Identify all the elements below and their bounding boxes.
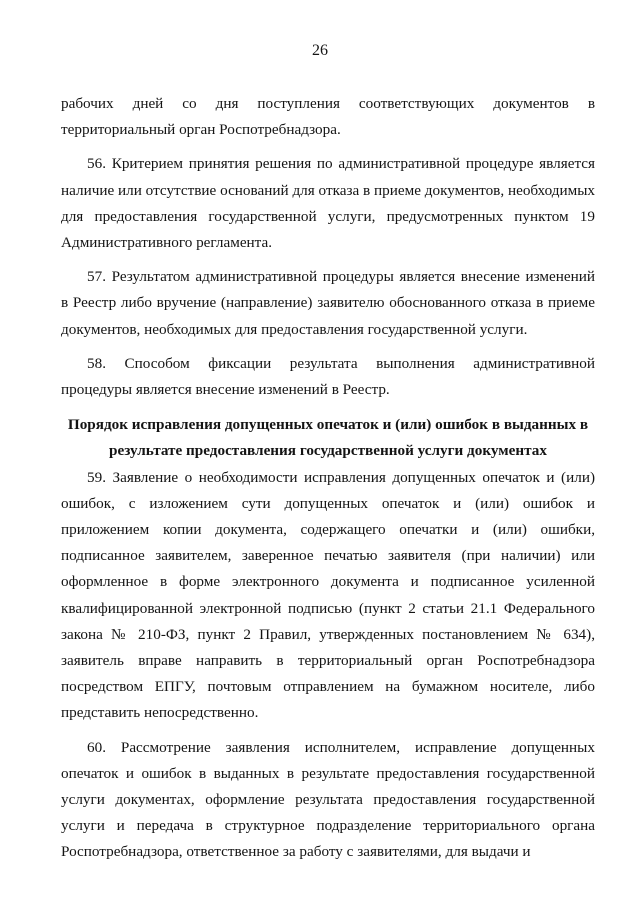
paragraph-59: 59. Заявление о необходимости исправления допущенных опечаток и (или) ошибок, с изложением сути допущенных опечаток и (или) ошибок и приложением копии документа, содержащего опечатки и (или) ошибки, подписанное заявителем, заверенное печатью заявителя (при наличии) или оформленное в форме электронного документа и подписанное усиленной квалифицированной электронной подписью (пункт 2 статьи 21.1 Федерального закона № 210-ФЗ, пункт 2 Правил, утвержденных постановлением № 634), заявитель вправе направить в территориальный орган Роспотребнадзора посредством ЕПГУ, почтовым отправлением на бумажном носителе, либо представить непосредственно. xyxy=(61,468,595,722)
page-number: 26 xyxy=(312,42,328,59)
paragraph-58: 58. Способом фиксации результата выполнения административной процедуры является внесение изменений в Реестр. xyxy=(61,354,595,399)
paragraph-60: 60. Рассмотрение заявления исполнителем, исправление допущенных опечаток и ошибок в выданных в результате предоставления государственной услуги документах, оформление результата предоставления государственной услуги и передача в структурное подразделение территориального органа Роспотребнадзора, ответственное за работу с заявителями, для выдачи и xyxy=(61,738,595,861)
paragraph-56: 56. Критерием принятия решения по административной процедуре является наличие или отсутствие оснований для отказа в приеме документов, необходимых для предоставления государственной услуги, предусмотренных пунктом 19 Административного регламента. xyxy=(61,155,595,252)
paragraph-continuation: рабочих дней со дня поступления соответствующих документов в территориальный орган Роспотребнадзора. xyxy=(61,95,595,139)
section-heading: Порядок исправления допущенных опечаток и (или) ошибок в выданных в результате предоставления государственной услуги документах xyxy=(67,416,589,460)
paragraph-57: 57. Результатом административной процедуры является внесение изменений в Реестр либо вручение (направление) заявителю обоснованного отказа в приеме документов, необходимых для предоставления государственной услуги. xyxy=(61,268,595,338)
document-body xyxy=(61,91,595,866)
